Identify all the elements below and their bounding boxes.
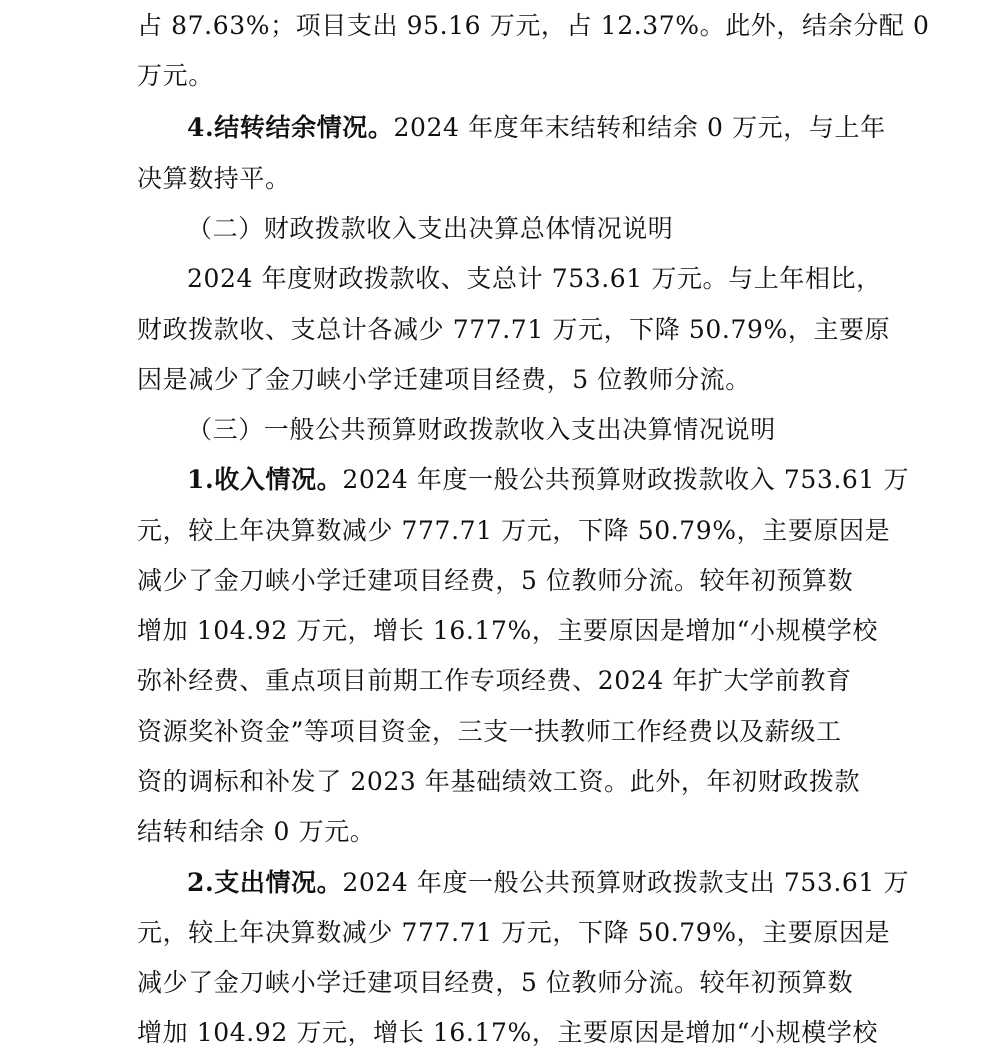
paragraph-line: [137, 56, 877, 96]
paragraph-line: [137, 561, 877, 601]
text-run: 2024 年度年末结转和结余 0 万元，与上年: [393, 113, 886, 142]
paragraph-line: [137, 511, 891, 551]
text-run: 减少了金刀峡小学迁建项目经费，5 位教师分流。较年初预算数: [137, 566, 854, 595]
text-run: 增加 104.92 万元，增长 16.17%，主要原因是增加“小规模学校: [137, 616, 879, 645]
text-run: 2024 年度一般公共预算财政拨款收入 753.61 万: [342, 465, 910, 494]
subsection-heading: [187, 209, 877, 249]
section-heading-income: 1.收入情况。: [187, 465, 343, 494]
text-run: 万元。: [137, 61, 214, 90]
paragraph-line: [137, 963, 877, 1003]
text-run: 2024 年度一般公共预算财政拨款支出 753.61 万: [342, 868, 910, 897]
subsection-heading: [187, 410, 877, 450]
text-run: 增加 104.92 万元，增长 16.17%，主要原因是增加“小规模学校: [137, 1018, 879, 1047]
paragraph-line: [137, 310, 891, 350]
text-run: （二）财政拨款收入支出决算总体情况说明: [187, 214, 674, 243]
text-run: 占 87.63%；项目支出 95.16 万元，占 12.37%。此外，结余分配 0: [137, 11, 930, 40]
paragraph-line: [137, 812, 877, 852]
text-run: 资的调标和补发了 2023 年基础绩效工资。此外，年初财政拨款: [137, 767, 861, 796]
text-run: 结转和结余 0 万元。: [137, 817, 376, 846]
text-run: 资源奖补资金”等项目资金，三支一扶教师工作经费以及薪级工: [137, 717, 842, 746]
text-run: 弥补经费、重点项目前期工作专项经费、2024 年扩大学前教育: [137, 666, 852, 695]
text-run: （三）一般公共预算财政拨款收入支出决算情况说明: [187, 415, 776, 444]
paragraph-line: [137, 1013, 877, 1053]
text-run: 元，较上年决算数减少 777.71 万元，下降 50.79%，主要原因是: [137, 918, 891, 947]
paragraph-line: [137, 913, 891, 953]
text-run: 决算数持平。: [137, 164, 291, 193]
text-run: 2024 年度财政拨款收、支总计 753.61 万元。与上年相比，: [187, 264, 882, 293]
paragraph-line: [137, 661, 877, 701]
paragraph-line: [137, 712, 877, 752]
paragraph-line: [187, 460, 910, 500]
paragraph-line: [137, 611, 877, 651]
paragraph-line: [187, 259, 882, 299]
section-heading-expense: 2.支出情况。: [187, 868, 343, 897]
text-run: 元，较上年决算数减少 777.71 万元，下降 50.79%，主要原因是: [137, 516, 891, 545]
paragraph-line: [137, 762, 877, 802]
paragraph-line: [137, 6, 930, 46]
section-heading-4: 4.结转结余情况。: [187, 113, 394, 142]
paragraph-line: [187, 108, 886, 148]
text-run: 因是减少了金刀峡小学迁建项目经费，5 位教师分流。: [137, 365, 751, 394]
text-run: 财政拨款收、支总计各减少 777.71 万元，下降 50.79%，主要原: [137, 315, 891, 344]
paragraph-line: [187, 863, 910, 903]
text-run: 减少了金刀峡小学迁建项目经费，5 位教师分流。较年初预算数: [137, 968, 854, 997]
paragraph-line: [137, 159, 877, 199]
paragraph-line: [137, 360, 877, 400]
